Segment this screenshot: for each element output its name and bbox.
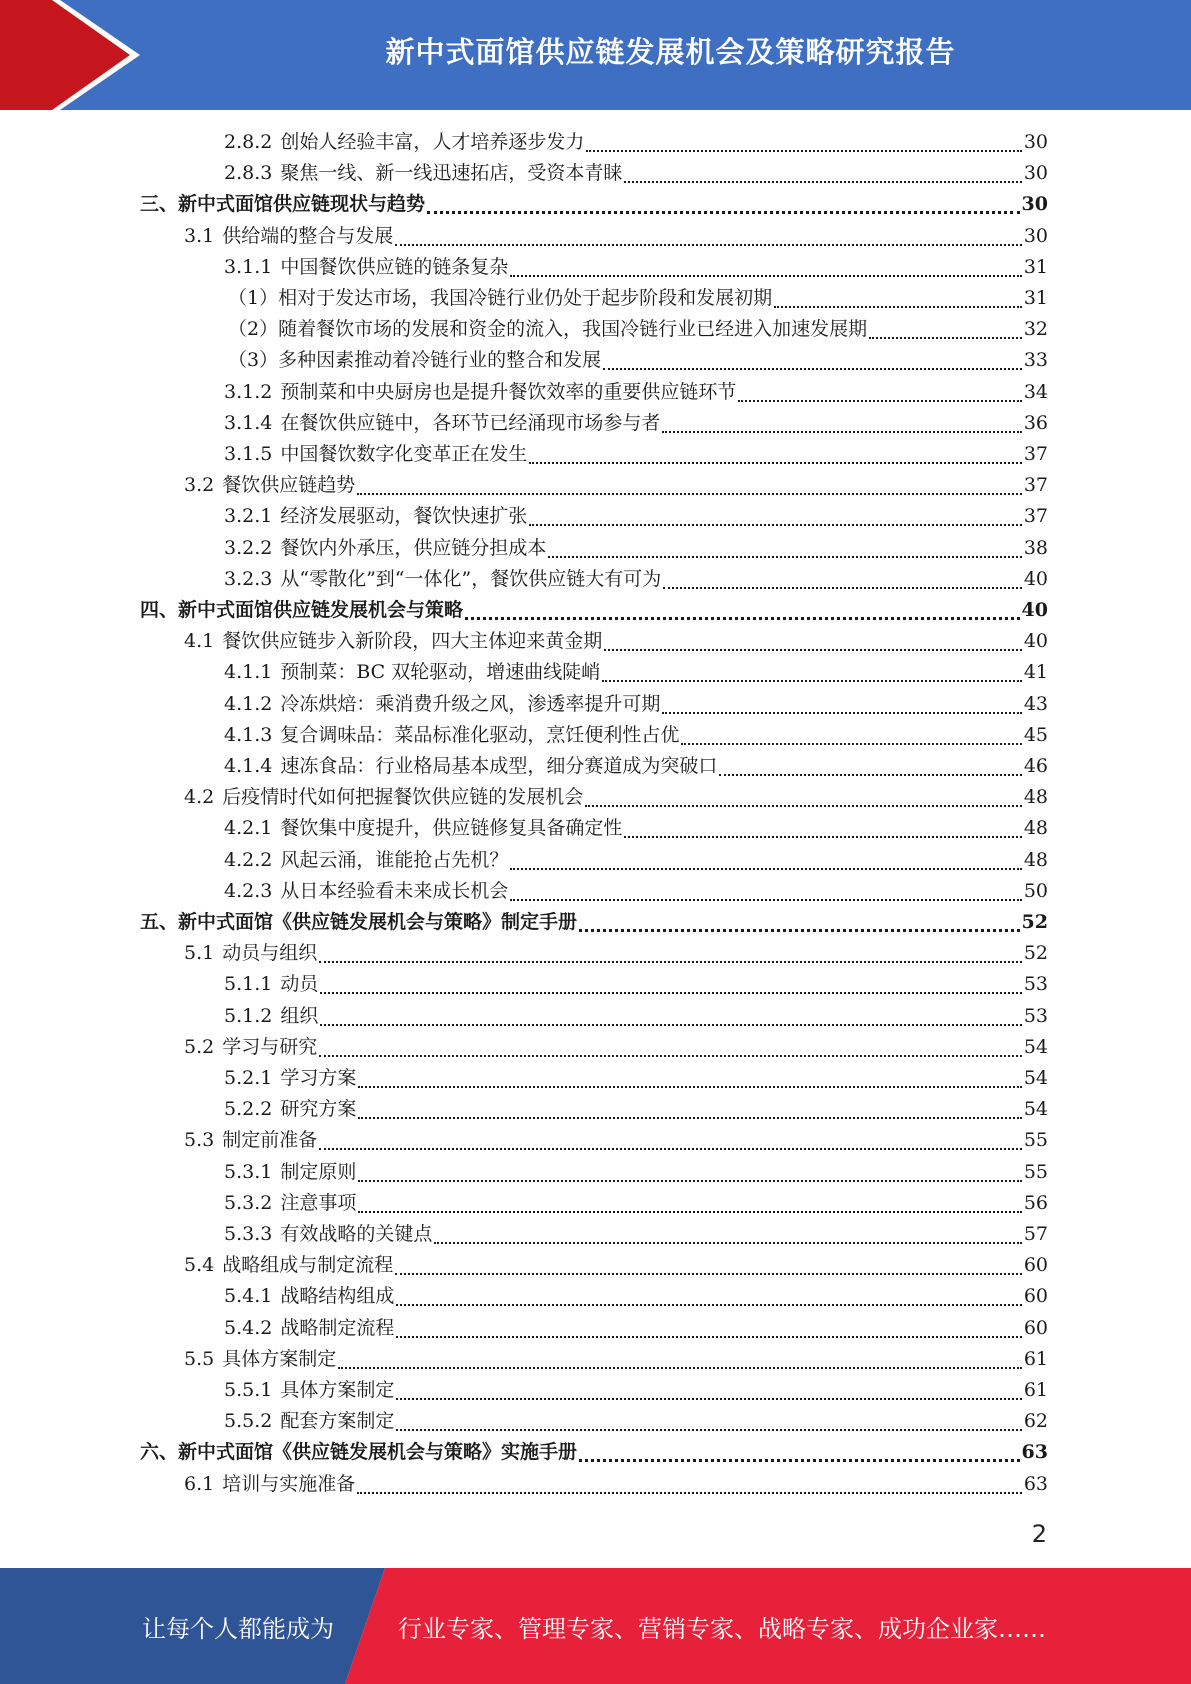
toc-entry[interactable] (184, 782, 1048, 813)
footer-slogan-lead: 让每个人都能成为 (142, 1614, 334, 1643)
toc-dot-leader (396, 1302, 1021, 1306)
toc-entry-number: 3.1 (184, 224, 215, 247)
toc-entry-number: 3.2.1 (224, 505, 273, 528)
toc-entry-page: 50 (1023, 879, 1048, 902)
toc-dot-leader (510, 866, 1021, 870)
toc-entry-page: 61 (1023, 1379, 1048, 1401)
toc-entry-page: 48 (1023, 817, 1048, 840)
toc-entry-number: 5.1.1 (224, 973, 273, 996)
toc-dot-leader (510, 273, 1021, 277)
toc-entry-title: 经济发展驱动，餐饮快速扩张 (280, 505, 528, 528)
toc-dot-leader (319, 959, 1022, 963)
toc-entry[interactable] (140, 595, 1048, 626)
toc-entry-title: 中国餐饮数字化变革正在发生 (280, 443, 528, 465)
toc-dot-leader (774, 304, 1022, 308)
toc-entry[interactable] (224, 501, 1048, 532)
toc-entry-title: 五、新中式面馆《供应链发展机会与策略》制定手册 (140, 911, 578, 933)
toc-dot-leader (320, 1022, 1021, 1026)
toc-entry[interactable] (224, 158, 1048, 189)
toc-entry-page: 63 (1023, 1472, 1048, 1495)
toc-entry-title: 组织 (280, 1004, 319, 1027)
toc-dot-leader (663, 585, 1022, 589)
toc-entry[interactable] (224, 720, 1048, 751)
toc-entry[interactable] (184, 1032, 1048, 1063)
toc-entry-number: 3.1.5 (224, 443, 273, 465)
toc-entry-title: 配套方案制定 (280, 1410, 395, 1433)
toc-entry-page: 41 (1023, 661, 1048, 684)
toc-entry-title: 冷冻烘焙：乘消费升级之风，渗透率提升可期 (280, 692, 661, 715)
toc-entry[interactable] (224, 845, 1048, 876)
toc-entry[interactable] (224, 127, 1048, 158)
toc-entry[interactable] (140, 1437, 1048, 1468)
toc-dot-leader (465, 615, 1020, 620)
toc-entry[interactable] (224, 1063, 1048, 1094)
toc-dot-leader (738, 398, 1021, 402)
toc-dot-leader (662, 429, 1021, 433)
footer-slogan-roles: 行业专家、管理专家、营销专家、战略专家、成功企业家…… (398, 1614, 1046, 1643)
toc-dot-leader (357, 1490, 1022, 1494)
toc-entry-number: 4.1.2 (224, 692, 273, 715)
toc-entry[interactable] (224, 377, 1048, 408)
toc-entry-number: 5.4.1 (224, 1285, 273, 1308)
header-arrow-decoration (0, 0, 160, 110)
toc-entry-title: 预制菜和中央厨房也是提升餐饮效率的重要供应链环节 (280, 380, 737, 403)
toc-dot-leader (603, 366, 1022, 370)
toc-entry-page: 40 (1023, 567, 1048, 590)
toc-entry-number: 5.3 (184, 1129, 215, 1152)
toc-entry-page: 63 (1021, 1441, 1048, 1464)
toc-entry-page: 54 (1023, 1067, 1048, 1089)
toc-entry-page: 48 (1023, 848, 1048, 871)
toc-dot-leader (681, 741, 1021, 745)
toc-entry-title: 后疫情时代如何把握餐饮供应链的发展机会 (222, 786, 584, 809)
toc-entry[interactable] (224, 564, 1048, 595)
toc-entry-title: 战略结构组成 (280, 1285, 395, 1308)
toc-entry-title: 培训与实施准备 (222, 1472, 356, 1495)
toc-dot-leader (548, 554, 1021, 558)
toc-dot-leader (358, 1209, 1021, 1213)
toc-entry-page: 54 (1023, 1035, 1048, 1058)
toc-dot-leader (579, 1457, 1020, 1462)
toc-entry-title: 学习方案 (280, 1067, 357, 1089)
toc-entry-title: 有效战略的关键点 (280, 1223, 433, 1245)
toc-entry-title: 研究方案 (280, 1098, 357, 1121)
toc-entry-page: 52 (1021, 911, 1048, 933)
toc-dot-leader (357, 491, 1022, 495)
toc-dot-leader (395, 242, 1022, 246)
toc-entry[interactable] (228, 283, 1048, 314)
toc-entry[interactable] (184, 1250, 1048, 1281)
toc-dot-leader (719, 772, 1021, 776)
toc-entry-title: 具体方案制定 (280, 1379, 395, 1401)
toc-entry-number: 2.8.3 (224, 162, 273, 185)
toc-entry-page: 37 (1023, 443, 1048, 465)
page-footer (0, 1568, 1191, 1684)
toc-dot-leader (427, 209, 1020, 214)
page-header (0, 0, 1191, 110)
toc-entry-number: 4.2.1 (224, 817, 273, 840)
toc-entry-page: 37 (1023, 474, 1048, 497)
toc-entry-number: 5.3.3 (224, 1223, 273, 1245)
toc-entry[interactable] (140, 189, 1048, 220)
toc-entry-number: 5.2.1 (224, 1067, 273, 1089)
toc-entry-title: 战略组成与制定流程 (222, 1254, 394, 1277)
toc-entry-number: 5.2 (184, 1035, 215, 1058)
toc-entry-page: 30 (1023, 131, 1048, 153)
toc-entry-title: （1）相对于发达市场，我国冷链行业仍处于起步阶段和发展初期 (228, 287, 773, 309)
toc-entry-title: （3）多种因素推动着冷链行业的整合和发展 (228, 349, 602, 372)
toc-entry-title: 动员 (280, 973, 319, 996)
toc-entry-number: 5.5.2 (224, 1410, 273, 1433)
toc-entry-title: 餐饮集中度提升，供应链修复具备确定性 (280, 817, 623, 840)
toc-entry-number: 4.1.1 (224, 661, 273, 684)
toc-entry[interactable] (184, 1344, 1048, 1375)
toc-dot-leader (624, 834, 1021, 838)
toc-entry-title: 中国餐饮供应链的链条复杂 (280, 255, 509, 278)
toc-entry[interactable] (224, 813, 1048, 844)
toc-dot-leader (434, 1240, 1021, 1244)
toc-entry-number: 5.5.1 (224, 1379, 273, 1401)
toc-entry-number: 4.1 (184, 630, 215, 653)
toc-entry-page: 53 (1023, 973, 1048, 996)
toc-entry[interactable] (224, 1406, 1048, 1437)
toc-entry-title: 注意事项 (280, 1191, 357, 1214)
toc-entry-page: 55 (1023, 1160, 1048, 1183)
toc-entry[interactable] (224, 533, 1048, 564)
toc-entry-number: 3.1.4 (224, 411, 273, 434)
toc-entry[interactable] (184, 221, 1048, 252)
toc-entry[interactable] (224, 689, 1048, 720)
toc-entry-page: 57 (1023, 1223, 1048, 1245)
toc-dot-leader (396, 1427, 1021, 1431)
toc-entry-title: 餐饮供应链步入新阶段，四大主体迎来黄金期 (222, 630, 603, 653)
toc-entry-number: 6.1 (184, 1472, 215, 1495)
toc-dot-leader (358, 1084, 1021, 1088)
toc-entry-number: 5.3.1 (224, 1160, 273, 1183)
toc-entry[interactable] (184, 626, 1048, 657)
toc-dot-leader (585, 803, 1022, 807)
report-title: 新中式面馆供应链发展机会及策略研究报告 (385, 34, 956, 69)
toc-entry-title: 速冻食品：行业格局基本成型，细分赛道成为突破口 (280, 755, 718, 777)
toc-entry-page: 31 (1023, 287, 1048, 309)
toc-entry-number: 4.2 (184, 786, 215, 809)
toc-entry-page: 62 (1023, 1410, 1048, 1433)
toc-dot-leader (396, 1396, 1021, 1400)
toc-entry-title: 四、新中式面馆供应链发展机会与策略 (140, 599, 464, 621)
toc-entry-title: 三、新中式面馆供应链现状与趋势 (140, 193, 426, 216)
toc-dot-leader (338, 1365, 1022, 1369)
toc-entry-number: 5.4 (184, 1254, 215, 1277)
toc-entry-number: 2.8.2 (224, 131, 273, 153)
toc-dot-leader (604, 647, 1022, 651)
toc-entry-title: 制定前准备 (222, 1129, 318, 1152)
toc-entry-page: 43 (1023, 692, 1048, 715)
toc-entry-page: 56 (1023, 1191, 1048, 1214)
toc-entry-title: 创始人经验丰富，人才培养逐步发力 (280, 131, 585, 153)
page-number: 2 (1031, 1520, 1047, 1548)
toc-entry-title: 学习与研究 (222, 1035, 318, 1058)
toc-entry[interactable] (228, 345, 1048, 376)
toc-dot-leader (358, 1115, 1021, 1119)
toc-entry-page: 46 (1023, 755, 1048, 777)
toc-entry-title: 聚焦一线、新一线迅速拓店，受资本青睐 (280, 162, 623, 185)
toc-entry[interactable] (184, 470, 1048, 501)
toc-entry-title: 风起云涌，谁能抢占先机？ (280, 848, 509, 871)
toc-entry[interactable] (224, 1094, 1048, 1125)
toc-dot-leader (869, 335, 1022, 339)
toc-entry[interactable] (224, 1375, 1048, 1406)
toc-entry-title: 动员与组织 (222, 942, 318, 965)
toc-entry-page: 54 (1023, 1098, 1048, 1121)
toc-dot-leader (602, 678, 1022, 682)
toc-dot-leader (396, 1334, 1021, 1338)
toc-dot-leader (624, 179, 1021, 183)
toc-entry-page: 32 (1023, 318, 1048, 341)
toc-entry[interactable] (184, 1469, 1048, 1500)
toc-entry-page: 34 (1023, 380, 1048, 403)
toc-entry-number: 5.1.2 (224, 1004, 273, 1027)
toc-entry-title: 预制菜：BC 双轮驱动，增速曲线陡峭 (280, 661, 601, 684)
toc-entry-number: 4.2.3 (224, 879, 273, 902)
toc-dot-leader (510, 897, 1021, 901)
toc-entry-number: 3.2 (184, 474, 215, 497)
toc-entry[interactable] (184, 938, 1048, 969)
toc-dot-leader (319, 1053, 1022, 1057)
toc-entry-title: （2）随着餐饮市场的发展和资金的流入，我国冷链行业已经进入加速发展期 (228, 318, 868, 341)
toc-entry[interactable] (224, 657, 1048, 688)
toc-entry-number: 3.1.1 (224, 255, 273, 278)
toc-dot-leader (529, 522, 1021, 526)
toc-entry[interactable] (184, 1125, 1048, 1156)
toc-dot-leader (662, 710, 1021, 714)
toc-entry[interactable] (224, 1001, 1048, 1032)
toc-dot-leader (586, 148, 1021, 152)
toc-entry-page: 55 (1023, 1129, 1048, 1152)
toc-dot-leader (579, 927, 1020, 932)
toc-entry-page: 60 (1023, 1254, 1048, 1277)
toc-entry[interactable] (224, 252, 1048, 283)
toc-entry-page: 30 (1023, 224, 1048, 247)
toc-entry-title: 在餐饮供应链中，各环节已经涌现市场参与者 (280, 411, 661, 434)
toc-entry-page: 60 (1023, 1316, 1048, 1339)
toc-entry-page: 52 (1023, 942, 1048, 965)
toc-entry[interactable] (224, 751, 1048, 782)
toc-entry-title: 从日本经验看未来成长机会 (280, 879, 509, 902)
toc-entry-number: 3.2.3 (224, 567, 273, 590)
toc-entry[interactable] (224, 1281, 1048, 1312)
toc-entry[interactable] (140, 907, 1048, 938)
toc-dot-leader (529, 460, 1021, 464)
toc-entry-number: 5.4.2 (224, 1316, 273, 1339)
toc-entry[interactable] (224, 408, 1048, 439)
toc-entry-page: 61 (1023, 1347, 1048, 1370)
toc-entry-title: 从“零散化”到“一体化”，餐饮供应链大有可为 (280, 567, 662, 590)
toc-entry-title: 复合调味品：菜品标准化驱动，烹饪便利性占优 (280, 723, 680, 746)
toc-entry[interactable] (224, 1219, 1048, 1250)
toc-entry-page: 31 (1023, 255, 1048, 278)
toc-entry-page: 38 (1023, 536, 1048, 559)
toc-entry-title: 供给端的整合与发展 (222, 224, 394, 247)
toc-entry-number: 4.1.4 (224, 755, 273, 777)
toc-dot-leader (319, 1146, 1022, 1150)
toc-entry-number: 5.3.2 (224, 1191, 273, 1214)
toc-entry-title: 具体方案制定 (222, 1347, 337, 1370)
toc-entry-number: 5.5 (184, 1347, 215, 1370)
toc-entry-number: 5.2.2 (224, 1098, 273, 1121)
toc-entry[interactable] (224, 439, 1048, 470)
toc-entry-page: 60 (1023, 1285, 1048, 1308)
toc-entry-page: 45 (1023, 723, 1048, 746)
toc-entry-title: 制定原则 (280, 1160, 357, 1183)
toc-entry-title: 餐饮内外承压，供应链分担成本 (280, 536, 547, 559)
toc-entry[interactable] (224, 1313, 1048, 1344)
toc-entry[interactable] (228, 314, 1048, 345)
toc-entry-title: 六、新中式面馆《供应链发展机会与策略》实施手册 (140, 1441, 578, 1464)
toc-entry-page: 33 (1023, 349, 1048, 372)
toc-entry-page: 40 (1021, 599, 1048, 621)
toc-entry-page: 30 (1023, 162, 1048, 185)
toc-entry-title: 餐饮供应链趋势 (222, 474, 356, 497)
toc-entry[interactable] (224, 1188, 1048, 1219)
toc-entry-number: 5.1 (184, 942, 215, 965)
toc-entry-number: 4.1.3 (224, 723, 273, 746)
toc-dot-leader (320, 990, 1021, 994)
toc-entry[interactable] (224, 876, 1048, 907)
toc-entry-page: 48 (1023, 786, 1048, 809)
toc-entry-page: 37 (1023, 505, 1048, 528)
toc-dot-leader (358, 1178, 1021, 1182)
toc-entry-number: 3.2.2 (224, 536, 273, 559)
toc-entry[interactable] (224, 969, 1048, 1000)
toc-entry-number: 4.2.2 (224, 848, 273, 871)
toc-entry-page: 30 (1021, 193, 1048, 216)
toc-entry-page: 40 (1023, 630, 1048, 653)
toc-entry-title: 战略制定流程 (280, 1316, 395, 1339)
toc-dot-leader (395, 1271, 1022, 1275)
toc-entry-page: 53 (1023, 1004, 1048, 1027)
toc-entry[interactable] (224, 1157, 1048, 1188)
toc-entry-page: 36 (1023, 411, 1048, 434)
toc-entry-number: 3.1.2 (224, 380, 273, 403)
